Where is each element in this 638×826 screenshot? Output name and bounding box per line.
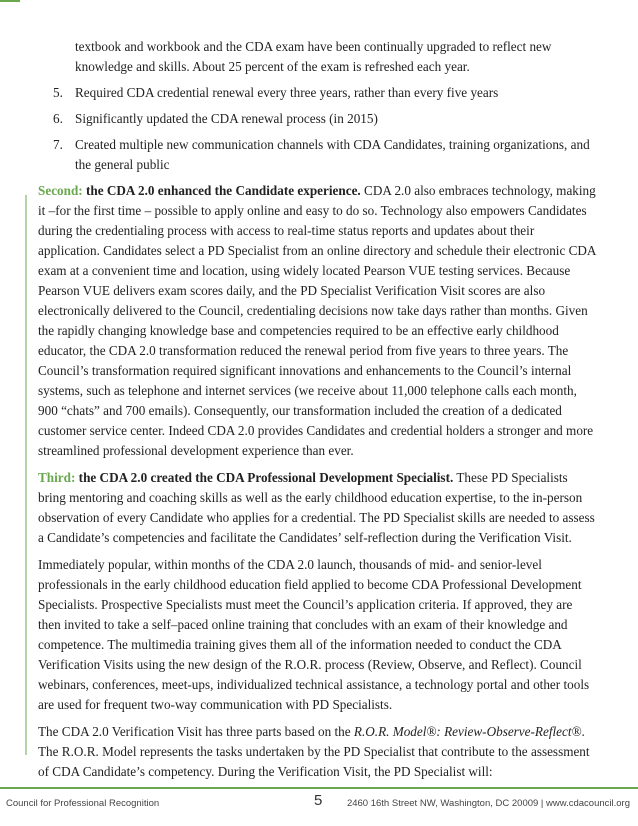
second-body: CDA 2.0 also embraces technology, making it –for the first time – possible to apply online and easy to do so. Technology also empowers Candidates during the credentialing process with access to real-time status reports and updates about their application. Candidates select a PD Specialist from an online directory and schedule their electronic CDA exam at a convenient time and location, using widely located Pearson VUE testing services. Because Pearson VUE delivers exam scores daily, and the PD Specialist Verification Visit scores are also electronically delivered to the Council, credentialing decisions now take days rather than months. Given the rapidly changing knowledge base and competencies required to be an effective early childhood educator, the CDA 2.0 transformation reduced the renewal period from five years to three years. The Council’s transformation required significant innovations and enhancements to the Council’s internal systems, such as telephone and internet services (we receive about 11,000 telephone calls each month, 900 “chats” and 700 emails). Consequently, our transformation included the creation of a dedicated customer service center. Indeed CDA 2.0 provides Candidates and credential holders a stronger and more streamlined professional development experience than ever. [38,183,596,458]
visit-rest: . The R.O.R. Model represents the tasks undertaken by the PD Specialist that contribute to the assessment of CDA Candidate’s competency. During the Verification Visit, the PD Specialist will: [38,724,590,779]
paragraph-second [38,181,598,461]
paragraph-third [38,468,598,548]
list-item-number: 5. [53,85,63,100]
top-accent-rule [0,0,20,2]
second-lead: the CDA 2.0 enhanced the Candidate experience. [86,183,361,198]
third-label: Third: [38,470,76,485]
list-item-text: Created multiple new communication channels with CDA Candidates, training organizations, and the general public [75,137,590,172]
list-item [38,83,598,103]
list-item [38,109,598,129]
page-body [38,37,598,789]
list-item-text: Required CDA credential renewal every three years, rather than every five years [75,85,499,100]
numbered-list [38,83,598,175]
list-item-text: Significantly updated the CDA renewal process (in 2015) [75,111,378,126]
paragraph-popular: Immediately popular, within months of the CDA 2.0 launch, thousands of mid- and senior-level professionals in the early childhood education field applied to become CDA Professional Development Specialists. Prospective Specialists must meet the Council’s application criteria. If approved, they are then invited to take a self–paced online training that concludes with an exam of their knowledge and competence. The multimedia training gives them all of the information needed to conduct the CDA Verification Visits using the new design of the R.O.R. process (Review, Observe, and Reflect). Council webinars, conferences, meet-ups, individualized technical assistance, a technology portal and other tools are used for frequent two-way communication with PD Specialists. [38,557,590,712]
footer-org: Council for Professional Recognition [6,798,160,809]
second-label: Second: [38,183,83,198]
list-item-number: 7. [53,137,63,152]
visit-model: R.O.R. Model®: Review-Observe-Reflect® [353,724,582,739]
page-footer [0,792,638,812]
footer-rule [0,787,638,789]
third-lead: the CDA 2.0 created the CDA Professional Development Specialist. [78,470,454,485]
list-item-continued: textbook and workbook and the CDA exam have been continually upgraded to reflect new knowledge and skills. About 25 percent of the exam is refreshed each year. [75,39,552,74]
page-number: 5 [314,792,323,809]
list-item [38,135,598,175]
footer-address: 2460 16th Street NW, Washington, DC 20009 | www.cdacouncil.org [346,798,630,809]
visit-intro: The CDA 2.0 Verification Visit has three parts based on the [38,724,351,739]
left-accent-rule [25,195,27,755]
third-body: These PD Specialists bring mentoring and coaching skills as well as the early childhood education expertise, to the in-person observation of every Candidate who applies for a credential. The PD Specialist skills are needed to assess a Candidate’s competencies and facilitate the Candidates’ self-reflection during the Verification Visit. [38,470,595,545]
paragraph-visit [38,722,598,782]
list-item-number: 6. [53,111,63,126]
